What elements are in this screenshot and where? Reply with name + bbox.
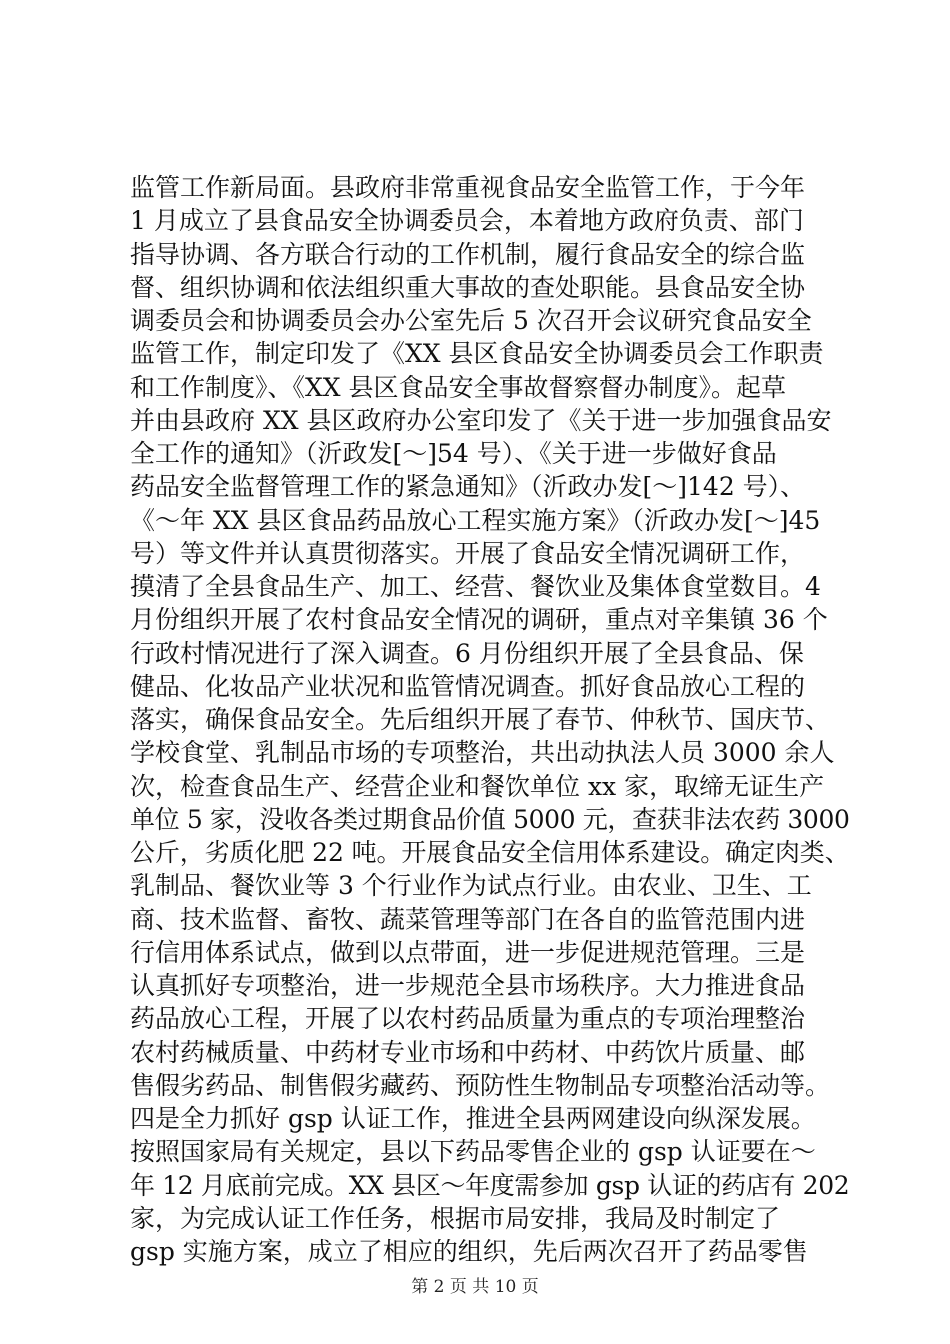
text-line: 落实，确保食品安全。先后组织开展了春节、仲秋节、国庆节、 xyxy=(130,705,831,734)
text-line: 售假劣药品、制售假劣藏药、预防性生物制品专项整治活动等。 xyxy=(130,1070,831,1100)
text-line: 公斤，劣质化肥 22 吨。开展食品安全信用体系建设。确定肉类、 xyxy=(130,838,850,867)
text-line: 年 12 月底前完成。XX 县区～年度需参加 gsp 认证的药店有 202 xyxy=(130,1170,850,1200)
text-line: 家，为完成认证工作任务，根据市局安排，我局及时制定了 xyxy=(130,1203,781,1233)
body-text xyxy=(130,171,850,1268)
text-line: 调委员会和协调委员会办公室先后 5 次召开会议研究食品安全 xyxy=(130,306,812,335)
text-line: 商、技术监督、畜牧、蔬菜管理等部门在各自的监管范围内进 xyxy=(130,904,806,934)
text-line: 监管工作，制定印发了《XX 县区食品安全协调委员会工作职责 xyxy=(130,339,824,369)
text-line: 乳制品、餐饮业等 3 个行业作为试点行业。由农业、卫生、工 xyxy=(130,871,812,901)
text-line: 单位 5 家，没收各类过期食品价值 5000 元，查获非法农药 3000 xyxy=(130,804,850,834)
text-line: 行信用体系试点，做到以点带面，进一步促进规范管理。三是 xyxy=(130,937,806,967)
text-line: 督、组织协调和依法组织重大事故的查处职能。县食品安全协 xyxy=(130,272,806,302)
text-line: 按照国家局有关规定，县以下药品零售企业的 gsp 认证要在～ xyxy=(130,1137,816,1167)
text-line: 监管工作新局面。县政府非常重视食品安全监管工作，于今年 xyxy=(130,173,806,202)
text-line: 学校食堂、乳制品市场的专项整治，共出动执法人员 3000 余人 xyxy=(130,738,835,768)
text-line: 《～年 XX 县区食品药品放心工程实施方案》（沂政办发[～]45 xyxy=(130,505,821,535)
text-line: 全工作的通知》（沂政发[～]54 号）、《关于进一步做好食品 xyxy=(130,439,777,468)
text-line: 指导协调、各方联合行动的工作机制，履行食品安全的综合监 xyxy=(130,239,806,269)
text-line: 摸清了全县食品生产、加工、经营、餐饮业及集体食堂数目。4 xyxy=(130,572,821,601)
text-line: 1 月成立了县食品安全协调委员会，本着地方政府负责、部门 xyxy=(130,206,804,236)
text-line: 农村药械质量、中药材专业市场和中药材、中药饮片质量、邮 xyxy=(130,1037,806,1067)
text-line: 行政村情况进行了深入调查。6 月份组织开展了全县食品、保 xyxy=(130,638,804,668)
text-line: 健品、化妆品产业状况和监管情况调查。抓好食品放心工程的 xyxy=(130,671,806,701)
page-footer: 第 2 页 共 10 页 xyxy=(411,1277,539,1297)
text-line: 次，检查食品生产、经营企业和餐饮单位 xx 家，取缔无证生产 xyxy=(130,771,825,801)
text-line: 月份组织开展了农村食品安全情况的调研，重点对辛集镇 36 个 xyxy=(130,605,828,635)
text-line: 并由县政府 XX 县区政府办公室印发了《关于进一步加强食品安 xyxy=(130,405,832,435)
text-line: 四是全力抓好 gsp 认证工作，推进全县两网建设向纵深发展。 xyxy=(130,1104,816,1133)
text-line: 和工作制度》、《XX 县区食品安全事故督察督办制度》。起草 xyxy=(130,372,787,402)
text-line: gsp 实施方案，成立了相应的组织，先后两次召开了药品零售 xyxy=(130,1237,808,1266)
text-line: 号）等文件并认真贯彻落实。开展了食品安全情况调研工作， xyxy=(130,538,806,568)
text-line: 药品安全监督管理工作的紧急通知》（沂政办发[～]142 号）、 xyxy=(130,472,806,502)
text-line: 药品放心工程，开展了以农村药品质量为重点的专项治理整治 xyxy=(130,1004,806,1034)
text-line: 认真抓好专项整治，进一步规范全县市场秩序。大力推进食品 xyxy=(130,971,806,1000)
